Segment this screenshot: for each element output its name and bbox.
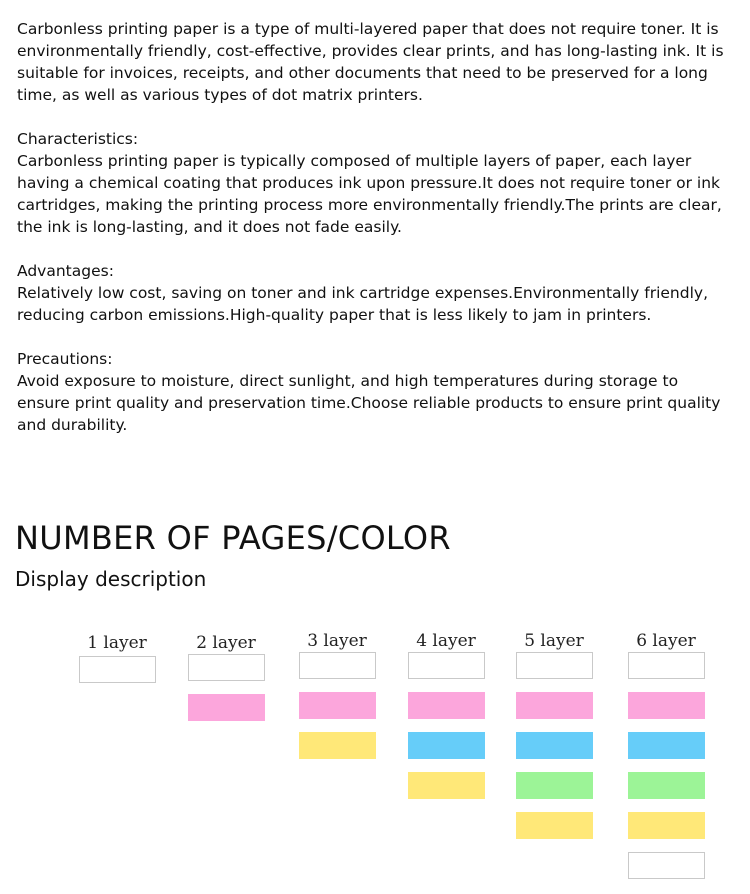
paper-sheet-pink [299,692,376,719]
paper-sheet-pink [516,692,593,719]
precautions-body: Avoid exposure to moisture, direct sunlight, and high temperatures during storage to ensure print quality and preservation time.Choose reliable products to ensure print quality and durability. [17,372,721,434]
paper-sheet-yellow [628,812,705,839]
layer-label: 6 layer [636,631,696,651]
advantages-title: Advantages: [17,262,114,280]
intro-paragraph: Carbonless printing paper is a type of multi-layered paper that does not require toner. It is environmentally friendly, cost-effective, provides clear prints, and has long-lasting ink. It is suitable for invoices, receipts, and other documents that need to be preserved for a long time, as well as various types of dot matrix printers. [17,20,724,104]
paper-sheet-pink [188,694,265,721]
paper-sheet-white [408,652,485,679]
paper-sheet-blue [516,732,593,759]
paper-sheet-white [188,654,265,681]
layer-label: 2 layer [196,633,256,653]
paper-sheet-white [628,652,705,679]
display-description-label: Display description [15,567,207,591]
layer-label: 1 layer [87,633,147,653]
precautions-title: Precautions: [17,350,113,368]
layer-label: 3 layer [307,631,367,651]
paper-sheet-pink [408,692,485,719]
pages-color-heading: NUMBER OF PAGES/COLOR [15,519,451,557]
characteristics-title: Characteristics: [17,130,139,148]
paper-sheet-pink [628,692,705,719]
paper-sheet-blue [628,732,705,759]
paper-sheet-white [79,656,156,683]
layer-label: 4 layer [416,631,476,651]
paper-sheet-white [516,652,593,679]
paper-sheet-green [516,772,593,799]
paper-sheet-yellow [516,812,593,839]
paper-sheet-white [299,652,376,679]
paper-sheet-yellow [408,772,485,799]
paper-sheet-blue [408,732,485,759]
paper-sheet-green [628,772,705,799]
layer-label: 5 layer [524,631,584,651]
paper-sheet-yellow [299,732,376,759]
advantages-body: Relatively low cost, saving on toner and ink cartridge expenses.Environmentally friendly, reducing carbon emissions.High-quality paper that is less likely to jam in printers. [17,284,708,324]
paper-sheet-white [628,852,705,879]
characteristics-body: Carbonless printing paper is typically composed of multiple layers of paper, each layer having a chemical coating that produces ink upon pressure.It does not require toner or ink cartridges, making the printing process more environmentally friendly.The prints are clear, the ink is long-lasting, and it does not fade easily. [17,152,722,236]
